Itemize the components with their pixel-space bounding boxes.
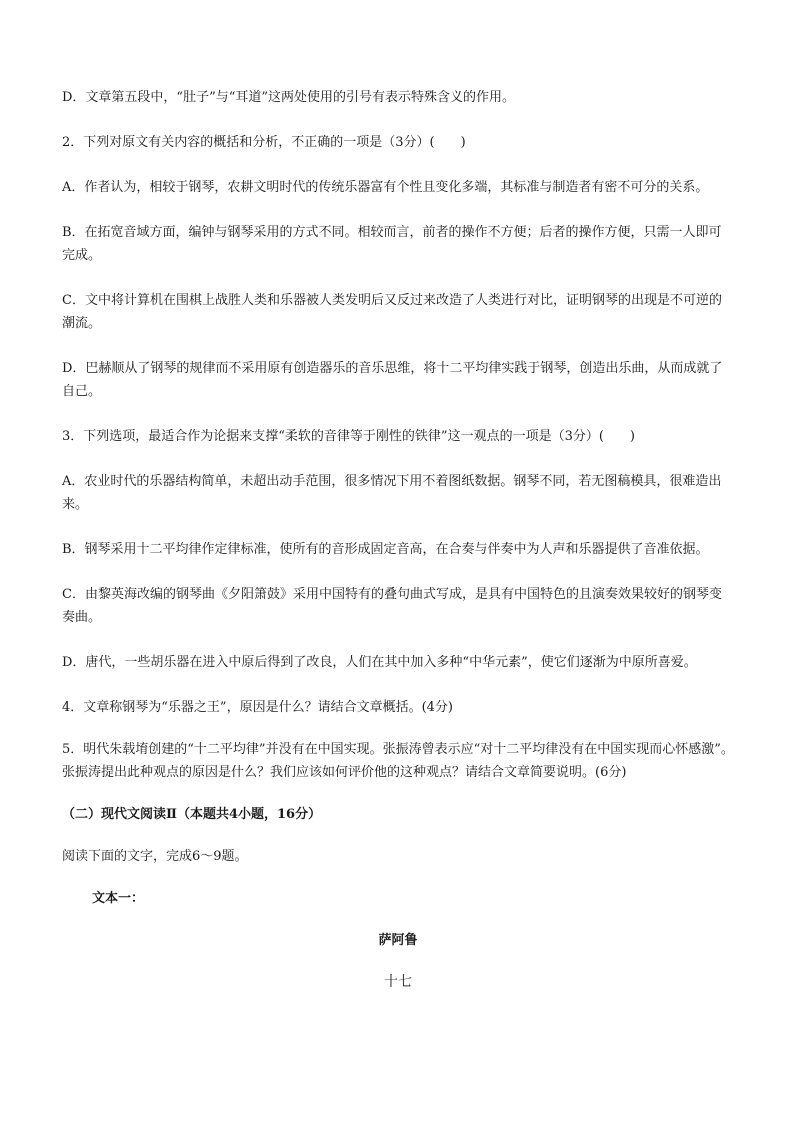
question-2-option-d: D．巴赫顺从了钢琴的规律而不采用原有创造器乐的音乐思维，将十二平均律实践于钢琴，创造出乐曲，从而成就了自己。	[62, 361, 723, 399]
question-1-option-d: D．文章第五段中，“肚子”与“耳道”这两处使用的引号有表示特殊含义的作用。	[62, 90, 516, 105]
chapter-number: 十七	[384, 974, 412, 990]
question-3-option-d: D．唐代，一些胡乐器在进入中原后得到了改良，人们在其中加入多种“中华元素”，使它们逐渐为中原所喜爱。	[62, 655, 697, 670]
document-page	[62, 86, 734, 994]
section-heading: （二）现代文阅读Ⅱ（本题共4小题，16分）	[62, 807, 322, 822]
text-one-label: 文本一：	[92, 891, 145, 906]
story-title: 萨阿鲁	[378, 933, 418, 948]
question-3-stem: 3．下列选项，最适合作为论据来支撑“柔软的音律等于刚性的铁律”这一观点的一项是（3分）( )	[62, 429, 635, 444]
question-4: 4．文章称钢琴为“乐器之王”，原因是什么？请结合文章概括。(4分)	[62, 700, 453, 715]
question-3-option-a: A．农业时代的乐器结构简单，未超出动手范围，很多情况下用不着图纸数据。钢琴不同，若无图稿模具，很难造出来。	[62, 474, 722, 512]
question-3-option-b: B．钢琴采用十二平均律作定律标准，使所有的音形成固定音高，在合奏与伴奏中为人声和乐器提供了音准依据。	[62, 542, 709, 557]
question-2-stem: 2．下列对原文有关内容的概括和分析，不正确的一项是（3分）( )	[62, 135, 466, 150]
question-5: 5．明代朱载堉创建的“十二平均律”并没有在中国实现。张振涛曾表示应“对十二平均律没有在中国实现而心怀感激”。张振涛提出此种观点的原因是什么？我们应该如何评价他的这种观点？请结合文章简要说明。(6分)	[62, 742, 734, 780]
question-2-option-a: A．作者认为，相较于钢琴，农耕文明时代的传统乐器富有个性且变化多端，其标准与制造者有密不可分的关系。	[62, 180, 709, 195]
question-2-option-b: B．在拓宽音域方面，编钟与钢琴采用的方式不同。相较而言，前者的操作不方便；后者的操作方便，只需一人即可完成。	[62, 225, 722, 263]
question-3-option-c: C．由黎英海改编的钢琴曲《夕阳箫鼓》采用中国特有的叠句曲式写成，是具有中国特色的且演奏效果较好的钢琴变奏曲。	[62, 587, 722, 625]
question-2-option-c: C．文中将计算机在围棋上战胜人类和乐器被人类发明后又反过来改造了人类进行对比，证明钢琴的出现是不可逆的潮流。	[62, 293, 722, 331]
reading-instruction: 阅读下面的文字，完成6～9题。	[62, 849, 248, 864]
